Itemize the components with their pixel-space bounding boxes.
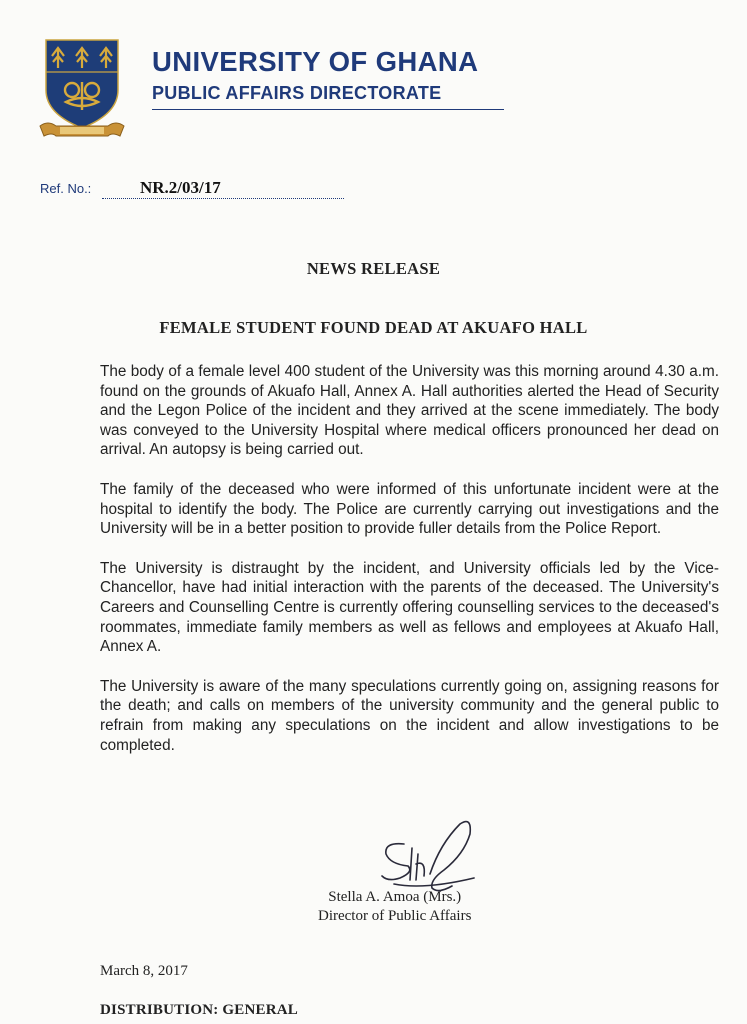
organization-name: UNIVERSITY OF GHANA bbox=[152, 46, 479, 77]
release-date: March 8, 2017 bbox=[100, 963, 188, 979]
letterhead-divider bbox=[152, 109, 504, 110]
signatory-block bbox=[318, 888, 471, 926]
reference-dotted-line bbox=[102, 188, 344, 199]
department-name: PUBLIC AFFAIRS DIRECTORATE bbox=[152, 83, 442, 103]
paragraph: The family of the deceased who were informed of this unfortunate incident were at the hospital to identify the body. The Police are currently carrying out investigations and the University will be in a better position to provide fuller details from the Police Report. bbox=[100, 480, 719, 538]
reference-number: NR.2/03/17 bbox=[140, 178, 221, 197]
signatory-title: Director of Public Affairs bbox=[318, 908, 472, 924]
distribution-line: DISTRIBUTION: GENERAL bbox=[100, 1002, 298, 1018]
headline: FEMALE STUDENT FOUND DEAD AT AKUAFO HALL bbox=[159, 318, 588, 337]
reference-label: Ref. No.: bbox=[40, 181, 92, 196]
university-crest-icon bbox=[38, 38, 126, 142]
handwritten-signature-icon bbox=[374, 814, 484, 894]
paragraph: The University is distraught by the incident, and University officials led by the Vice-Chancellor, have had initial interaction with the parents of the deceased. The University's Careers and Counselling Centre is currently offering counselling services to the deceased's roommates, immediate family members as well as fellows and employees at Akuafo Hall, Annex A. bbox=[100, 559, 719, 656]
release-body bbox=[100, 362, 719, 775]
document-type: NEWS RELEASE bbox=[306, 259, 441, 278]
signatory-name: Stella A. Amoa (Mrs.) bbox=[328, 889, 462, 905]
paragraph: The body of a female level 400 student of the University was this morning around 4.30 a.m. found on the grounds of Akuafo Hall, Annex A. Hall authorities alerted the Head of Security and the Legon Police of the incident and they arrived at the scene immediately. The body was conveyed to the University Hospital where medical officers pronounced her dead on arrival. An autopsy is being carried out. bbox=[100, 363, 719, 459]
paragraph: The University is aware of the many speculations currently going on, assigning reasons for the death; and calls on members of the university community and the general public to refrain from making any speculations on the incident and allow investigations to be completed. bbox=[100, 677, 719, 754]
